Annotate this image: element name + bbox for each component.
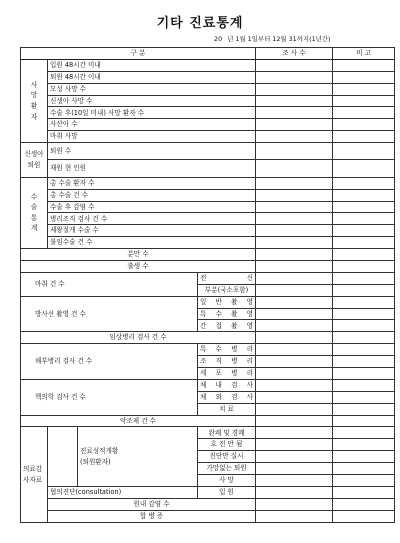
table-row bbox=[21, 498, 395, 510]
count-cell[interactable] bbox=[256, 368, 333, 380]
table-row bbox=[21, 189, 395, 201]
count-cell[interactable] bbox=[256, 119, 333, 131]
table-row bbox=[21, 177, 395, 189]
note-cell[interactable] bbox=[333, 225, 395, 237]
note-cell[interactable] bbox=[333, 356, 395, 368]
table-row bbox=[21, 379, 395, 391]
table-row bbox=[21, 95, 395, 107]
sub-label: 가망없는 퇴원 bbox=[198, 463, 256, 475]
sub-label: 사 망 bbox=[198, 475, 256, 487]
note-cell[interactable] bbox=[333, 189, 395, 201]
count-cell[interactable] bbox=[256, 332, 333, 344]
period-year: 20 bbox=[214, 35, 223, 43]
row-label: 수술 후 감염 수 bbox=[48, 201, 256, 213]
row-label: 퇴원 48시간 이내 bbox=[48, 71, 256, 83]
anesthesia-label: 마취 건 수 bbox=[21, 272, 198, 296]
note-cell[interactable] bbox=[333, 415, 395, 427]
row-label: 수술 후(10일 미내) 사망 환자 수 bbox=[48, 107, 256, 119]
row-label: 합 병 증 bbox=[48, 510, 256, 522]
note-cell[interactable] bbox=[333, 296, 395, 308]
note-cell[interactable] bbox=[333, 379, 395, 391]
sub-label: 세 포 병 리 bbox=[198, 368, 256, 380]
count-cell[interactable] bbox=[256, 475, 333, 487]
sub-label: 치 료 bbox=[198, 403, 256, 415]
note-cell[interactable] bbox=[333, 95, 395, 107]
table-row bbox=[21, 510, 395, 522]
note-cell[interactable] bbox=[333, 308, 395, 320]
header-note: 비 고 bbox=[333, 48, 395, 60]
table-row bbox=[21, 143, 395, 160]
newborn-group-label: 신생아 퇴원 bbox=[21, 143, 48, 178]
row-label: 출생 수 bbox=[21, 260, 256, 272]
count-cell[interactable] bbox=[256, 510, 333, 522]
anatomic-pathology-label: 해부병리 검사 건 수 bbox=[21, 344, 198, 380]
table-row bbox=[21, 296, 395, 308]
row-label: 모성 사망 수 bbox=[48, 83, 256, 95]
table-row bbox=[21, 201, 395, 213]
note-cell[interactable] bbox=[333, 59, 395, 71]
nuclear-medicine-label: 핵의학 검사 건 수 bbox=[21, 379, 198, 415]
header-category: 구 분 bbox=[21, 48, 256, 60]
row-label: 퇴원 수 bbox=[48, 143, 256, 160]
row-label: 입원 48시간 미내 bbox=[48, 59, 256, 71]
count-cell[interactable] bbox=[256, 344, 333, 356]
table-row bbox=[21, 237, 395, 249]
row-label: 사산아 수 bbox=[48, 119, 256, 131]
outcome-label: 진료성적개황 (퇴원환자) bbox=[78, 427, 198, 486]
count-cell[interactable] bbox=[256, 201, 333, 213]
note-cell[interactable] bbox=[333, 71, 395, 83]
note-cell[interactable] bbox=[333, 143, 395, 160]
table-row bbox=[21, 260, 395, 272]
count-cell[interactable] bbox=[256, 427, 333, 439]
surgery-group-label: 수 술 통 계 bbox=[21, 177, 48, 248]
table-row bbox=[21, 107, 395, 119]
sub-label: 전 신 bbox=[198, 272, 256, 284]
row-label: 임상병리 검사 건 수 bbox=[21, 332, 256, 344]
sub-label: 체 외 검 사 bbox=[198, 391, 256, 403]
sub-label: 특 수 병 리 bbox=[198, 344, 256, 356]
sub-label: 완쾌 및 경쾌 bbox=[198, 427, 256, 439]
count-cell[interactable] bbox=[256, 272, 333, 284]
row-label: 신생아 사망 수 bbox=[48, 95, 256, 107]
row-label: 악조제 건 수 bbox=[21, 415, 256, 427]
table-row bbox=[21, 415, 395, 427]
count-cell[interactable] bbox=[256, 59, 333, 71]
note-cell[interactable] bbox=[333, 201, 395, 213]
note-cell[interactable] bbox=[333, 391, 395, 403]
table-row bbox=[21, 213, 395, 225]
table-row bbox=[21, 71, 395, 83]
note-cell[interactable] bbox=[333, 119, 395, 131]
note-cell[interactable] bbox=[333, 320, 395, 332]
period-line bbox=[214, 34, 394, 43]
sub-label: 진단만 실시 bbox=[198, 451, 256, 463]
page-title: 기타 진료통계 bbox=[156, 16, 244, 31]
table-row bbox=[21, 344, 395, 356]
sub-label: 부분(국소포함) bbox=[198, 284, 256, 296]
table-row bbox=[21, 59, 395, 71]
header-count: 조 사 수 bbox=[256, 48, 333, 60]
note-cell[interactable] bbox=[333, 260, 395, 272]
table-row bbox=[21, 249, 395, 261]
count-cell[interactable] bbox=[256, 71, 333, 83]
count-cell[interactable] bbox=[256, 107, 333, 119]
count-cell[interactable] bbox=[256, 143, 333, 160]
table-header-row bbox=[21, 48, 395, 60]
count-cell[interactable] bbox=[256, 237, 333, 249]
row-label: 제왕절개 수술 수 bbox=[48, 225, 256, 237]
count-cell[interactable] bbox=[256, 284, 333, 296]
sub-label: 호 전 안 됨 bbox=[198, 439, 256, 451]
note-cell[interactable] bbox=[333, 475, 395, 487]
note-cell[interactable] bbox=[333, 272, 395, 284]
sub-label: 체 내 검 사 bbox=[198, 379, 256, 391]
count-cell[interactable] bbox=[256, 463, 333, 475]
count-cell[interactable] bbox=[256, 95, 333, 107]
medical-records-label: 의료감 사자료 bbox=[21, 427, 48, 523]
blank-cell bbox=[48, 427, 78, 486]
count-cell[interactable] bbox=[256, 356, 333, 368]
sub-label: 입 원 bbox=[198, 486, 256, 498]
note-cell[interactable] bbox=[333, 344, 395, 356]
row-label: 불임수술 건 수 bbox=[48, 237, 256, 249]
note-cell[interactable] bbox=[333, 427, 395, 439]
table-row bbox=[21, 272, 395, 284]
sub-label: 특 수 촬 영 bbox=[198, 308, 256, 320]
table-row bbox=[21, 225, 395, 237]
note-cell[interactable] bbox=[333, 213, 395, 225]
count-cell[interactable] bbox=[256, 403, 333, 415]
note-cell[interactable] bbox=[333, 403, 395, 415]
count-cell[interactable] bbox=[256, 213, 333, 225]
count-cell[interactable] bbox=[256, 498, 333, 510]
note-cell[interactable] bbox=[333, 439, 395, 451]
count-cell[interactable] bbox=[256, 439, 333, 451]
note-cell[interactable] bbox=[333, 332, 395, 344]
row-label: 분만 수 bbox=[21, 249, 256, 261]
sub-label: 일 반 촬 영 bbox=[198, 296, 256, 308]
row-label: 총 수술 환자 수 bbox=[48, 177, 256, 189]
row-label: 원내 감염 수 bbox=[48, 498, 256, 510]
count-cell[interactable] bbox=[256, 415, 333, 427]
count-cell[interactable] bbox=[256, 320, 333, 332]
count-cell[interactable] bbox=[256, 260, 333, 272]
count-cell[interactable] bbox=[256, 451, 333, 463]
note-cell[interactable] bbox=[333, 284, 395, 296]
note-cell[interactable] bbox=[333, 486, 395, 498]
row-label: 병리조직 검사 건 수 bbox=[48, 213, 256, 225]
table-row bbox=[21, 119, 395, 131]
count-cell[interactable] bbox=[256, 486, 333, 498]
count-cell[interactable] bbox=[256, 131, 333, 143]
note-cell[interactable] bbox=[333, 463, 395, 475]
count-cell[interactable] bbox=[256, 189, 333, 201]
death-group-label: 사 망 환 자 bbox=[21, 59, 48, 142]
count-cell[interactable] bbox=[256, 225, 333, 237]
note-cell[interactable] bbox=[333, 498, 395, 510]
statistics-table bbox=[20, 47, 395, 523]
count-cell[interactable] bbox=[256, 160, 333, 177]
sub-label: 조 직 병 리 bbox=[198, 356, 256, 368]
note-cell[interactable] bbox=[333, 510, 395, 522]
radiology-label: 방사선 촬영 건 수 bbox=[21, 296, 198, 332]
count-cell[interactable] bbox=[256, 177, 333, 189]
note-cell[interactable] bbox=[333, 368, 395, 380]
table-row bbox=[21, 332, 395, 344]
count-cell[interactable] bbox=[256, 379, 333, 391]
table-row bbox=[21, 131, 395, 143]
count-cell[interactable] bbox=[256, 391, 333, 403]
row-label: 재원 현 인원 bbox=[48, 160, 256, 177]
note-cell[interactable] bbox=[333, 237, 395, 249]
note-cell[interactable] bbox=[333, 177, 395, 189]
count-cell[interactable] bbox=[256, 296, 333, 308]
table-row bbox=[21, 83, 395, 95]
note-cell[interactable] bbox=[333, 451, 395, 463]
table-row bbox=[21, 427, 395, 439]
table-row bbox=[21, 486, 395, 498]
period-range: 년 1월 1일부터 12월 31까지(1년간) bbox=[227, 35, 331, 43]
count-cell[interactable] bbox=[256, 249, 333, 261]
count-cell[interactable] bbox=[256, 308, 333, 320]
count-cell[interactable] bbox=[256, 83, 333, 95]
sub-label: 간 접 촬 영 bbox=[198, 320, 256, 332]
note-cell[interactable] bbox=[333, 131, 395, 143]
row-label: 총 수술 건 수 bbox=[48, 189, 256, 201]
consult-label: 협의진단(consultation) bbox=[48, 486, 198, 498]
row-label: 마취 사망 bbox=[48, 131, 256, 143]
note-cell[interactable] bbox=[333, 107, 395, 119]
note-cell[interactable] bbox=[333, 249, 395, 261]
note-cell[interactable] bbox=[333, 160, 395, 177]
note-cell[interactable] bbox=[333, 83, 395, 95]
table-row bbox=[21, 160, 395, 177]
